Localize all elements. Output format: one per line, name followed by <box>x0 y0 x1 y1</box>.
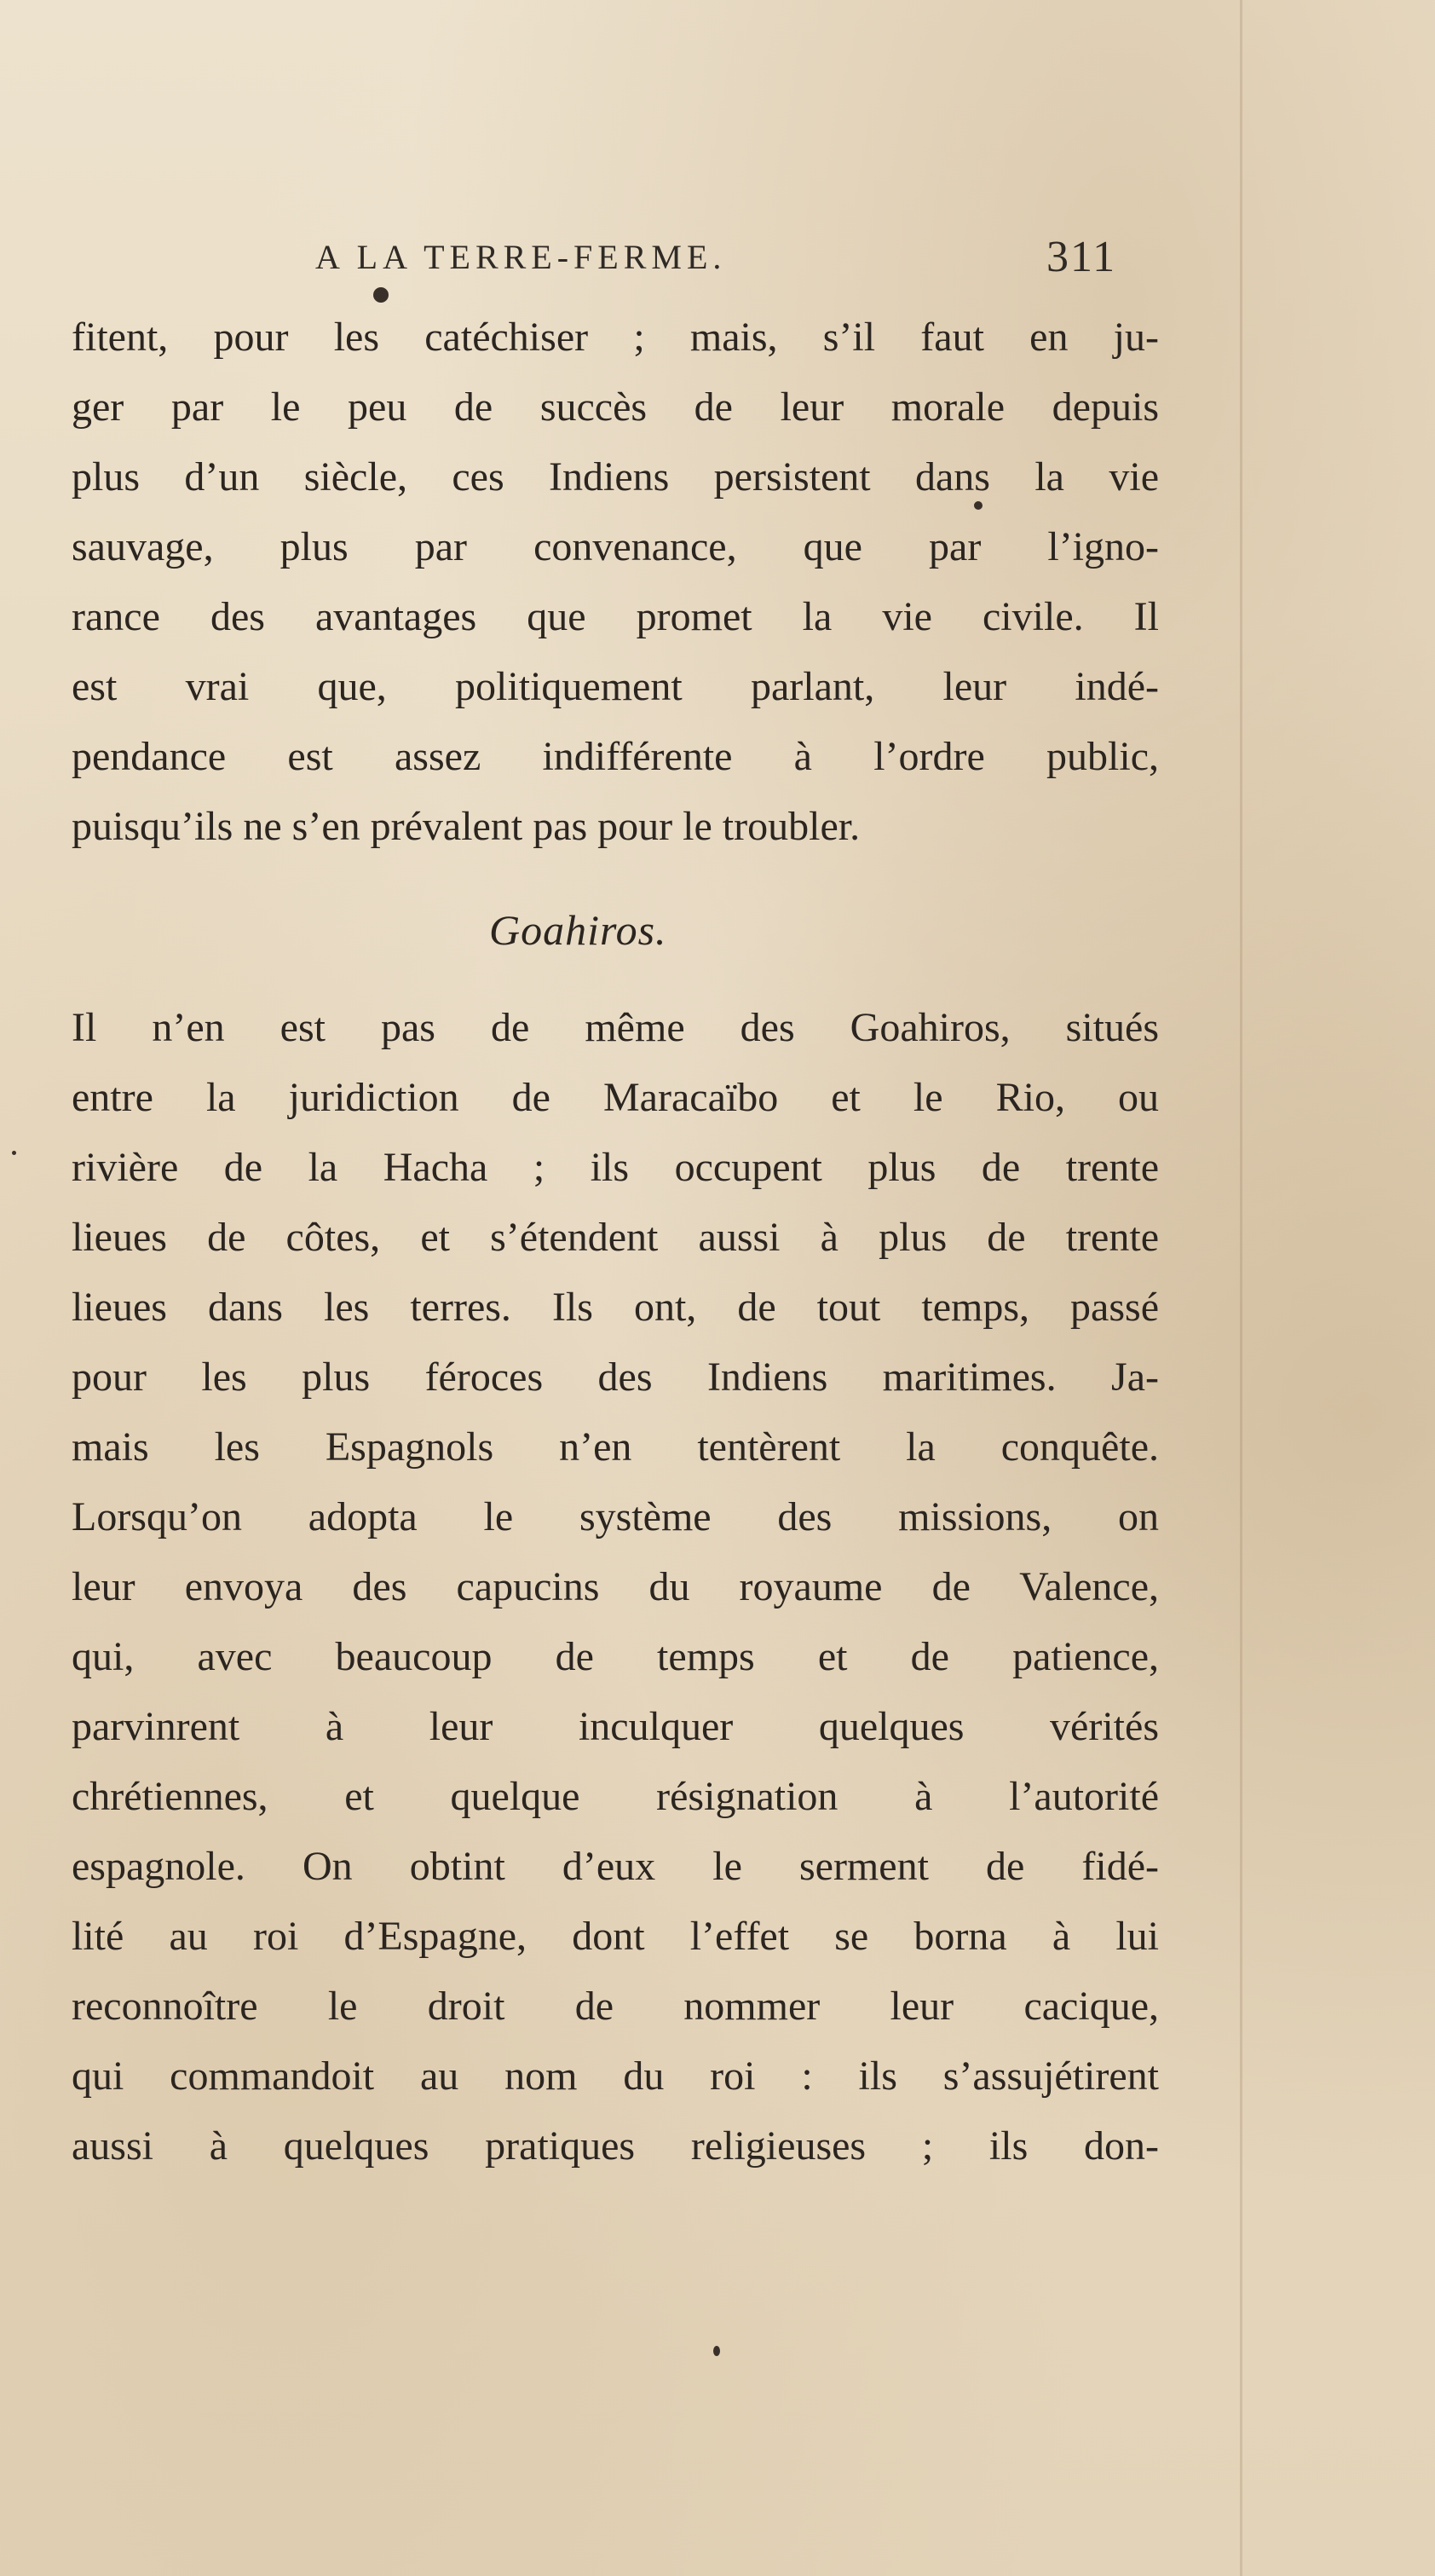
ink-spot <box>12 1151 16 1155</box>
text-line: lieues de côtes, et s’étendent aussi à plus de trente <box>72 1215 1159 1260</box>
text-line: qui commandoit au nom du roi : ils s’assujétirent <box>72 2053 1159 2099</box>
text-line: aussi à quelques pratiques religieuses ; ils don- <box>72 2123 1159 2169</box>
text-line: chrétiennes, et quelque résignation à l’autorité <box>72 1774 1159 1819</box>
text-line: Lorsqu’on adopta le système des missions, on <box>72 1494 1159 1539</box>
ink-spot <box>974 501 983 510</box>
text-line: puisqu’ils ne s’en prévalent pas pour le troubler. <box>72 804 861 849</box>
ink-spot <box>713 2346 720 2356</box>
text-line: rivière de la Hacha ; ils occupent plus de trente <box>72 1145 1159 1190</box>
text-line: Il n’en est pas de même des Goahiros, situés <box>72 1005 1159 1050</box>
text-line: pour les plus féroces des Indiens maritimes. Ja- <box>72 1354 1159 1400</box>
text-line: fitent, pour les catéchiser ; mais, s’il faut en ju- <box>72 315 1159 360</box>
paragraph-2 <box>72 993 1159 2181</box>
body-text <box>72 303 1159 2181</box>
text-line: est vrai que, politiquement parlant, leur indé- <box>72 664 1159 709</box>
running-head <box>315 232 1167 283</box>
text-line: plus d’un siècle, ces Indiens persistent dans la vie <box>72 454 1159 500</box>
ink-spot <box>373 287 389 303</box>
section-heading: Goahiros. <box>489 906 667 954</box>
text-line: lieues dans les terres. Ils ont, de tout temps, passé <box>72 1285 1159 1330</box>
text-line: sauvage, plus par convenance, que par l’igno- <box>72 524 1159 569</box>
text-line: reconnoître le droit de nommer leur cacique, <box>72 1984 1159 2029</box>
text-line: lité au roi d’Espagne, dont l’effet se borna à lui <box>72 1914 1159 1959</box>
text-line: rance des avantages que promet la vie civile. Il <box>72 594 1159 639</box>
paper-crease <box>1240 0 1242 2576</box>
page-number: 311 <box>1046 233 1117 281</box>
text-line: ger par le peu de succès de leur morale depuis <box>72 384 1159 430</box>
text-line: pendance est assez indifférente à l’ordre public, <box>72 734 1159 779</box>
text-line: entre la juridiction de Maracaïbo et le Rio, ou <box>72 1075 1159 1120</box>
text-line: leur envoya des capucins du royaume de Valence, <box>72 1564 1159 1609</box>
text-line: parvinrent à leur inculquer quelques vérités <box>72 1704 1159 1749</box>
text-line: mais les Espagnols n’en tentèrent la conquête. <box>72 1424 1159 1470</box>
running-title: A LA TERRE-FERME. <box>315 238 727 276</box>
paragraph-1 <box>72 303 1159 862</box>
text-line: espagnole. On obtint d’eux le serment de fidé- <box>72 1844 1159 1889</box>
text-line: qui, avec beaucoup de temps et de patience, <box>72 1634 1159 1679</box>
